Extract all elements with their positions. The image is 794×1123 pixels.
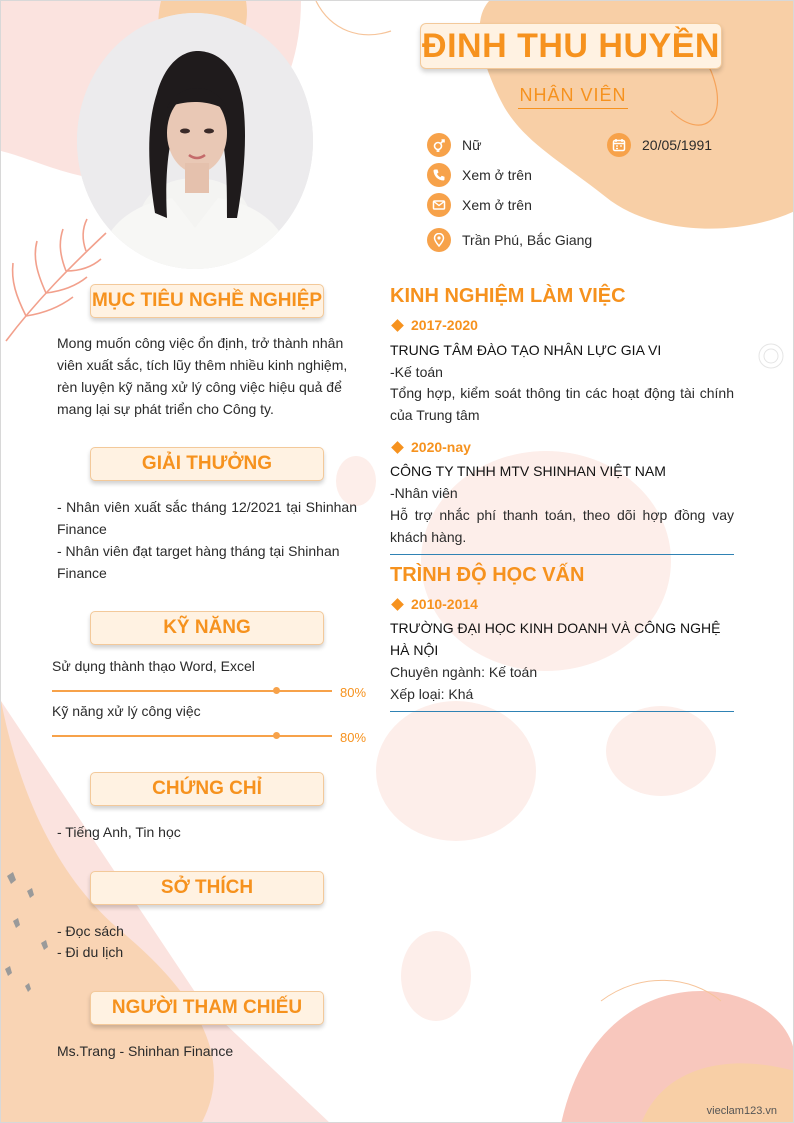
diamond-bullet-icon <box>391 319 404 332</box>
footer-watermark: vieclam123.vn <box>706 1105 777 1117</box>
section-divider <box>390 554 734 555</box>
education-period-text: 2010-2014 <box>411 596 478 612</box>
calendar-icon <box>607 133 631 157</box>
objective-heading: MỤC TIÊU NGHỀ NGHIỆP <box>91 290 323 311</box>
hobbies-heading: SỞ THÍCH <box>160 877 254 898</box>
awards-heading: GIẢI THƯỞNG <box>141 453 273 474</box>
profile-photo <box>77 13 313 269</box>
education-grade: Xếp loại: Khá <box>390 686 474 702</box>
job-title: NHÂN VIÊN <box>518 85 628 109</box>
skills-heading-box <box>90 611 324 645</box>
name-box <box>420 23 722 69</box>
skill-bar <box>52 690 332 692</box>
award-item: - Nhân viên xuất sắc tháng 12/2021 tại Shinhan Finance <box>57 499 357 537</box>
certificates-heading: CHỨNG CHỈ <box>152 778 262 799</box>
education-period <box>390 596 478 612</box>
experience-position: -Nhân viên <box>390 485 458 501</box>
address-value: Trần Phú, Bắc Giang <box>462 232 593 248</box>
skills-heading: KỸ NĂNG <box>163 617 251 638</box>
full-name: ĐINH THU HUYỀN <box>422 26 720 65</box>
objective-heading-box <box>90 284 324 318</box>
certificates-text: - Tiếng Anh, Tin học <box>57 824 181 840</box>
references-text: Ms.Trang - Shinhan Finance <box>57 1043 234 1059</box>
location-pin-icon <box>427 228 451 252</box>
skill-name: Kỹ năng xử lý công việc <box>52 703 201 719</box>
skill-level-label: 80% <box>340 730 367 745</box>
skill-bar <box>52 735 332 737</box>
references-heading: NGƯỜI THAM CHIẾU <box>111 997 303 1018</box>
email-icon <box>427 193 451 217</box>
experience-desc: Hỗ trợ nhắc phí thanh toán, theo dõi hợp đồng vay khách hàng. <box>390 507 734 545</box>
skill-level-marker <box>273 732 280 739</box>
skill-level-marker <box>273 687 280 694</box>
gender-value: Nữ <box>462 137 482 153</box>
references-heading-box <box>90 991 324 1025</box>
email-value: Xem ở trên <box>462 197 532 213</box>
experience-heading: KINH NGHIỆM LÀM VIỆC <box>390 285 626 307</box>
experience-period-text: 2020-nay <box>411 439 471 455</box>
experience-period-text: 2017-2020 <box>411 317 478 333</box>
email-row <box>427 193 532 217</box>
hobby-item: - Đọc sách <box>57 923 124 939</box>
diamond-bullet-icon <box>391 441 404 454</box>
experience-position: -Kế toán <box>390 364 443 380</box>
phone-row <box>427 163 532 187</box>
gender-icon <box>427 133 451 157</box>
hobby-item: - Đi du lịch <box>57 944 124 960</box>
experience-period <box>390 317 478 333</box>
education-school: TRƯỜNG ĐẠI HỌC KINH DOANH VÀ CÔNG NGHỆ HÀ NỘI <box>390 620 721 658</box>
skill-name: Sử dụng thành thạo Word, Excel <box>52 658 255 674</box>
phone-value: Xem ở trên <box>462 167 532 183</box>
education-major: Chuyên ngành: Kế toán <box>390 664 538 680</box>
skill-level-label: 80% <box>340 685 367 700</box>
education-heading: TRÌNH ĐỘ HỌC VẤN <box>390 564 585 586</box>
section-divider <box>390 711 734 712</box>
diamond-bullet-icon <box>391 598 404 611</box>
experience-period <box>390 439 471 455</box>
dob-row <box>607 133 712 157</box>
certificates-heading-box <box>90 772 324 806</box>
experience-org: TRUNG TÂM ĐÀO TẠO NHÂN LỰC GIA VI <box>390 342 662 358</box>
gender-row <box>427 133 481 157</box>
dob-value: 20/05/1991 <box>642 137 713 153</box>
experience-org: CÔNG TY TNHH MTV SHINHAN VIỆT NAM <box>390 463 666 479</box>
award-item: - Nhân viên đạt target hàng tháng tại Shinhan Finance <box>57 543 340 581</box>
objective-text: Mong muốn công việc ổn định, trở thành nhân viên xuất sắc, tích lũy thêm nhiều kinh nghiệm, rèn luyện kỹ năng xử lý công việc hiệu quả để mang lại sự phát triển cho Công ty. <box>57 335 348 417</box>
awards-heading-box <box>90 447 324 481</box>
address-row <box>427 228 592 252</box>
hobbies-heading-box <box>90 871 324 905</box>
experience-desc: Tổng hợp, kiểm soát thông tin các hoạt động tài chính của Trung tâm <box>390 385 734 423</box>
phone-icon <box>427 163 451 187</box>
